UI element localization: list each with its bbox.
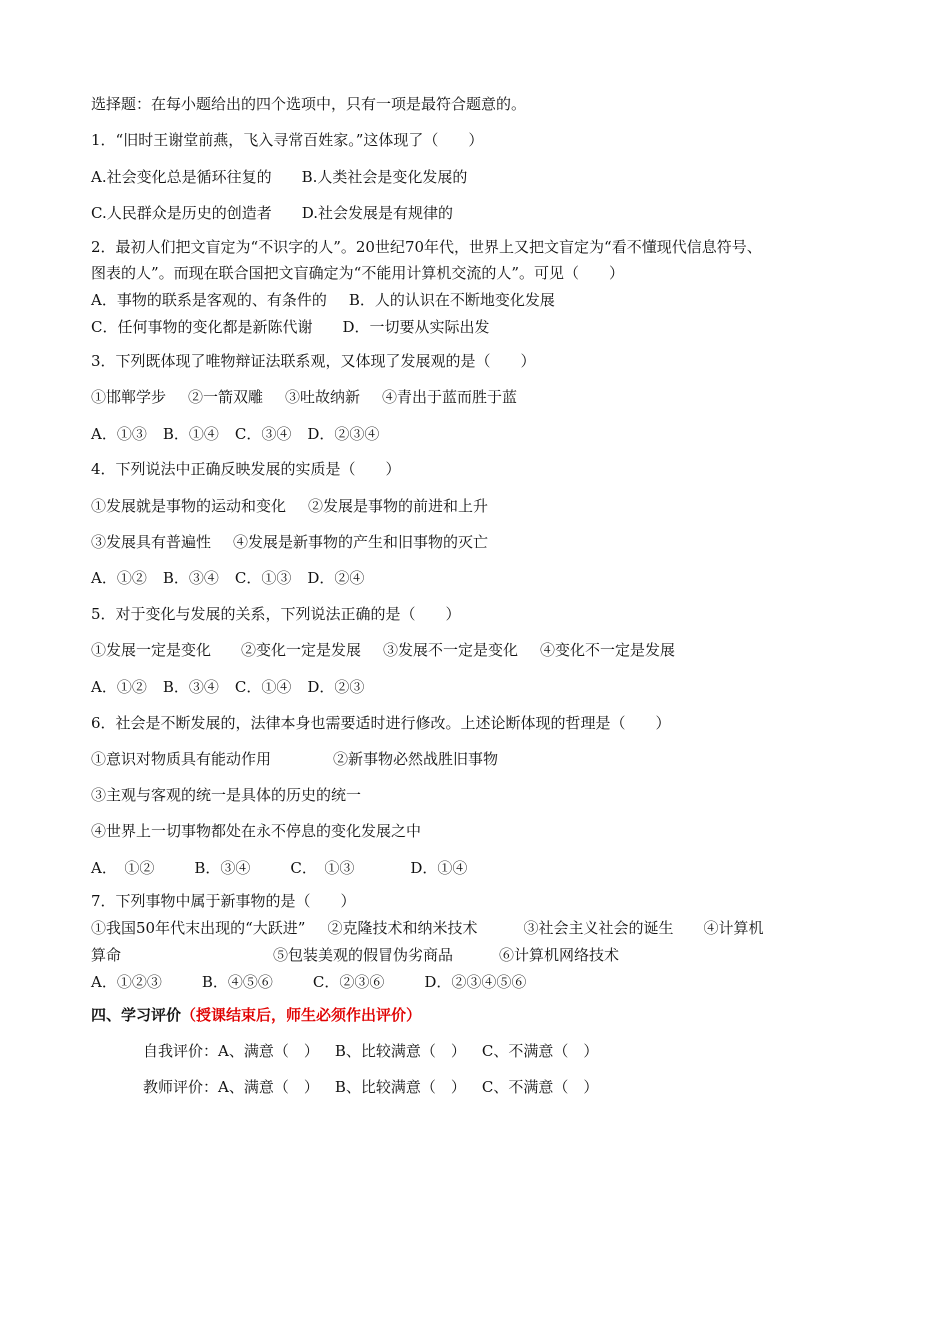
item: ③发展具有普遍性 bbox=[91, 533, 212, 551]
option-b: B．①④ bbox=[162, 425, 219, 443]
section-4-heading bbox=[91, 1005, 421, 1025]
option-c: C.人民群众是历史的创造者 bbox=[91, 204, 272, 222]
teacher-evaluation-label: 教师评价： bbox=[143, 1078, 219, 1096]
question-3-items bbox=[91, 387, 517, 407]
question-7-stem: 7．下列事物中属于新事物的是（ ） bbox=[91, 892, 356, 910]
option-c: C．③④ bbox=[234, 425, 292, 443]
item: ②一箭双雕 bbox=[188, 388, 264, 406]
option-d: D．②③ bbox=[307, 678, 365, 696]
option-c: C．①③ bbox=[234, 569, 292, 587]
option-d: D．②③④⑤⑥ bbox=[424, 973, 527, 991]
item: ⑤包装美观的假冒伪劣商品 bbox=[273, 946, 454, 964]
item: ②新事物必然战胜旧事物 bbox=[333, 750, 499, 768]
item: ②克隆技术和纳米技术 bbox=[327, 919, 478, 937]
question-6-item-3: ③主观与客观的统一是具体的历史的统一 bbox=[91, 786, 362, 804]
item: ③社会主义社会的诞生 bbox=[523, 919, 674, 937]
question-7-items-line1 bbox=[91, 918, 763, 938]
option-a: A．①③ bbox=[91, 425, 147, 443]
question-7-items-line2 bbox=[91, 945, 619, 965]
section-note: （授课结束后，师生必须作出评价） bbox=[181, 1006, 422, 1024]
option-c: C．②③⑥ bbox=[312, 973, 385, 991]
question-4-stem: 4．下列说法中正确反映发展的实质是（ ） bbox=[91, 460, 401, 478]
section-title: 四、学习评价 bbox=[91, 1006, 182, 1024]
instructions: 选择题：在每小题给出的四个选项中，只有一项是最符合题意的。 bbox=[91, 95, 527, 113]
item: ①发展一定是变化 bbox=[91, 641, 212, 659]
option-d: D.社会发展是有规律的 bbox=[301, 204, 453, 222]
item: ②变化一定是发展 bbox=[241, 641, 362, 659]
option-b: B.人类社会是变化发展的 bbox=[301, 168, 468, 186]
question-5-options bbox=[91, 677, 364, 697]
option-a: A．①② bbox=[91, 678, 147, 696]
question-6-stem: 6．社会是不断发展的，法律本身也需要适时进行修改。上述论断体现的哲理是（ ） bbox=[91, 714, 671, 732]
option-d: D．①④ bbox=[410, 859, 468, 877]
option-c: C． ①③ bbox=[290, 859, 355, 877]
option-d: D．②③④ bbox=[307, 425, 380, 443]
option-a: A． ①② bbox=[91, 859, 155, 877]
option-b: B．④⑤⑥ bbox=[201, 973, 273, 991]
question-1-options-ab bbox=[91, 167, 467, 187]
option-a: A．①② bbox=[91, 569, 147, 587]
item: ④计算机 bbox=[703, 919, 764, 937]
option-a: A．①②③ bbox=[91, 973, 162, 991]
item: ④发展是新事物的产生和旧事物的灭亡 bbox=[233, 533, 489, 551]
question-3-stem: 3．下列既体现了唯物辩证法联系观，又体现了发展观的是（ ） bbox=[91, 352, 536, 370]
question-1-options-cd bbox=[91, 203, 453, 223]
item: ①我国50年代末出现的“大跃进” bbox=[91, 919, 306, 937]
self-evaluation-row bbox=[143, 1041, 598, 1061]
item: ③吐故纳新 bbox=[285, 388, 361, 406]
item: ①意识对物质具有能动作用 bbox=[91, 750, 272, 768]
item: ④青出于蓝而胜于蓝 bbox=[382, 388, 518, 406]
option-b: B．人的认识在不断地变化发展 bbox=[348, 291, 555, 309]
option-fairly-satisfied: B、比较满意（ ） bbox=[334, 1078, 466, 1096]
item: ①发展就是事物的运动和变化 bbox=[91, 497, 287, 515]
question-2-stem-line2: 图表的人”。而现在联合国把文盲确定为“不能用计算机交流的人”。可见（ ） bbox=[91, 264, 625, 282]
question-4-items-34 bbox=[91, 532, 488, 552]
question-4-options bbox=[91, 568, 364, 588]
question-3-options bbox=[91, 424, 379, 444]
item: ①邯郸学步 bbox=[91, 388, 167, 406]
option-fairly-satisfied: B、比较满意（ ） bbox=[334, 1042, 466, 1060]
question-6-options bbox=[91, 858, 467, 878]
item: ③发展不一定是变化 bbox=[383, 641, 519, 659]
option-d: D．一切要从实际出发 bbox=[342, 318, 490, 336]
option-satisfied: A、满意（ ） bbox=[218, 1042, 319, 1060]
question-7-options bbox=[91, 972, 526, 992]
option-b: B．③④ bbox=[162, 678, 219, 696]
question-1-stem: 1．“旧时王谢堂前燕，飞入寻常百姓家。”这体现了（ ） bbox=[91, 131, 484, 149]
option-unsatisfied: C、不满意（ ） bbox=[481, 1042, 599, 1060]
item: ②发展是事物的前进和上升 bbox=[308, 497, 489, 515]
option-d: D．②④ bbox=[307, 569, 365, 587]
option-b: B．③④ bbox=[162, 569, 219, 587]
option-c: C．任何事物的变化都是新陈代谢 bbox=[91, 318, 313, 336]
option-a: A．事物的联系是客观的、有条件的 bbox=[91, 291, 327, 309]
option-satisfied: A、满意（ ） bbox=[218, 1078, 319, 1096]
question-4-items-12 bbox=[91, 496, 488, 516]
question-6-item-4: ④世界上一切事物都处在永不停息的变化发展之中 bbox=[91, 822, 422, 840]
option-b: B．③④ bbox=[194, 859, 251, 877]
item: 算命 bbox=[91, 946, 122, 964]
self-evaluation-label: 自我评价： bbox=[143, 1042, 219, 1060]
question-5-items bbox=[91, 640, 675, 660]
option-unsatisfied: C、不满意（ ） bbox=[481, 1078, 599, 1096]
question-6-items-12 bbox=[91, 749, 498, 769]
question-2-options-cd bbox=[91, 317, 490, 337]
question-2-stem-line1: 2．最初人们把文盲定为“不识字的人”。20世纪70年代，世界上又把文盲定为“看不懂现代信息符号、 bbox=[91, 238, 762, 256]
item: ⑥计算机网络技术 bbox=[499, 946, 620, 964]
item: ④变化不一定是发展 bbox=[540, 641, 676, 659]
teacher-evaluation-row bbox=[143, 1077, 598, 1097]
option-c: C．①④ bbox=[234, 678, 292, 696]
option-a: A.社会变化总是循环往复的 bbox=[91, 168, 272, 186]
question-5-stem: 5．对于变化与发展的关系，下列说法正确的是（ ） bbox=[91, 605, 461, 623]
question-2-options-ab bbox=[91, 290, 555, 310]
